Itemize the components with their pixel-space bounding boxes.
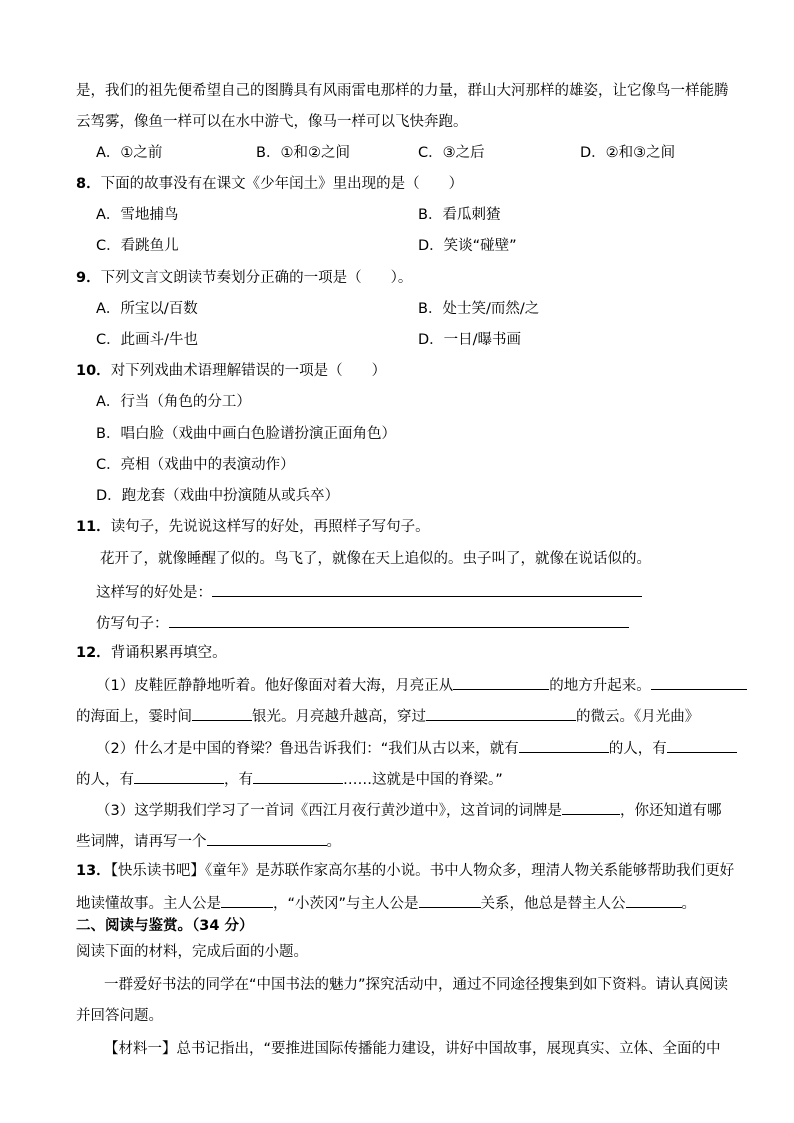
q11-blank-benefit[interactable] xyxy=(212,581,642,597)
q10-stem xyxy=(76,361,386,381)
q12-part1-line2 xyxy=(76,705,699,727)
q12-p3-blank-1[interactable] xyxy=(562,799,620,815)
q13-text-e: 。 xyxy=(681,896,697,912)
q12-stem-text: 背诵积累再填空。 xyxy=(110,645,227,661)
q12-part3-line2 xyxy=(76,830,341,852)
q8-option-d: D．笑谈“碰壁” xyxy=(418,238,517,254)
q12-p2-text-c: 的人，有 xyxy=(76,772,134,788)
q10-number: 10． xyxy=(76,363,111,379)
q12-p1-blank-2[interactable] xyxy=(651,674,747,690)
q9-option-c: C．此画斗/牛也 xyxy=(96,332,199,348)
q12-p2-text-e: ……这就是中国的脊梁。” xyxy=(343,772,503,788)
q7-option-d: D．②和③之间 xyxy=(580,145,676,161)
q12-part3-line1 xyxy=(96,799,721,821)
q12-p1-blank-4[interactable] xyxy=(426,705,576,721)
q13-blank-1[interactable] xyxy=(221,892,273,908)
q9-stem xyxy=(76,268,412,288)
q8-option-c: C．看跳鱼儿 xyxy=(96,238,179,254)
q13-number: 13． xyxy=(76,863,111,879)
q7-option-c: C．③之后 xyxy=(418,145,485,161)
q12-part2-line2 xyxy=(76,768,503,790)
q13-blank-3[interactable] xyxy=(626,892,682,908)
q12-p2-blank-3[interactable] xyxy=(134,768,224,784)
q12-p1-text-e: 的微云。《月光曲》 xyxy=(576,709,700,725)
q13-text-d: 关系，他总是替主人公 xyxy=(480,896,626,912)
q12-p1-text-a: （1）皮鞋匠静静地听着。他好像面对着大海，月亮正从 xyxy=(96,678,454,694)
passage-line-2: 云驾雾，像鱼一样可以在水中游弋，像马一样可以飞快奔跑。 xyxy=(76,114,468,130)
q11-sample-sentence: 花开了，就像睡醒了似的。鸟飞了，就像在天上追似的。虫子叫了，就像在说话似的。 xyxy=(100,551,651,567)
q12-p1-text-d: 银光。月亮越升越高，穿过 xyxy=(252,709,426,725)
q11-answer-line-2 xyxy=(96,612,629,634)
q12-p3-text-a: （3）这学期我们学习了一首词《西江月夜行黄沙道中》，这首词的词牌是 xyxy=(96,803,562,819)
q13-text-c: ，“小茨冈”与主人公是 xyxy=(273,896,419,912)
q12-p2-text-b: 的人，有 xyxy=(608,741,667,757)
q13-bracket: 【快乐读书吧】 xyxy=(110,863,205,879)
q12-p1-blank-1[interactable] xyxy=(453,674,549,690)
q12-p3-text-c: 些词牌，请再写一个 xyxy=(76,834,207,850)
q8-option-b: B．看瓜刺猹 xyxy=(418,207,501,223)
q11-answer-line-1 xyxy=(96,581,642,603)
section-2-para1-line1: 一群爱好书法的同学在“中国书法的魅力”探究活动中，通过不同途径搜集到如下资料。请认真阅读 xyxy=(104,977,729,993)
q9-option-d: D．一日/曝书画 xyxy=(418,332,522,348)
q10-option-a: A．行当（角色的分工） xyxy=(96,394,251,410)
q12-p2-blank-2[interactable] xyxy=(667,737,737,753)
q11-label-benefit: 这样写的好处是： xyxy=(96,585,212,601)
q12-number: 12． xyxy=(76,645,111,661)
q11-blank-imitate[interactable] xyxy=(169,612,629,628)
section-2-intro: 阅读下面的材料，完成后面的小题。 xyxy=(76,944,308,960)
q11-number: 11． xyxy=(76,519,111,535)
q12-p2-blank-4[interactable] xyxy=(253,768,343,784)
section-2-para1-line2: 并回答问题。 xyxy=(76,1008,163,1024)
q13-text-a: 《童年》是苏联作家高尔基的小说。书中人物众多，理清人物关系能够帮助我们更好 xyxy=(204,863,735,879)
q10-option-d: D．跑龙套（戏曲中扮演随从或兵卒） xyxy=(96,488,340,504)
q12-p2-blank-1[interactable] xyxy=(519,737,609,753)
q12-p1-blank-3[interactable] xyxy=(192,705,252,721)
q12-p1-text-b: 的地方升起来。 xyxy=(549,678,651,694)
q12-p2-text-a: （2）什么才是中国的脊梁？鲁迅告诉我们：“我们从古以来，就有 xyxy=(96,741,519,757)
q9-option-a: A．所宝以/百数 xyxy=(96,301,198,317)
q13-line1 xyxy=(76,861,734,881)
q11-stem-text: 读句子，先说说这样写的好处，再照样子写句子。 xyxy=(110,519,430,535)
q8-option-a: A．雪地捕鸟 xyxy=(96,207,179,223)
q7-option-b: B．①和②之间 xyxy=(256,145,350,161)
q8-stem xyxy=(76,174,463,194)
q8-stem-text: 下面的故事没有在课文《少年闰土》里出现的是（ ） xyxy=(100,176,464,192)
q13-line2 xyxy=(76,892,696,914)
q12-part2-line1 xyxy=(96,737,737,759)
q12-p3-text-d: 。 xyxy=(326,834,341,850)
q12-part1-line1 xyxy=(96,674,747,696)
q10-option-c: C．亮相（戏曲中的表演动作） xyxy=(96,457,295,473)
q12-stem xyxy=(76,643,227,663)
section-2-title: 二、阅读与鉴赏。（34 分） xyxy=(76,918,254,934)
q7-option-a: A．①之前 xyxy=(96,145,163,161)
passage-line-1: 是，我们的祖先便希望自己的图腾具有风雨雷电那样的力量，群山大河那样的雄姿，让它像鸟一样能腾 xyxy=(76,83,729,99)
q13-text-b: 地读懂故事。主人公是 xyxy=(76,896,221,912)
q11-stem xyxy=(76,517,430,537)
q12-p3-blank-2[interactable] xyxy=(207,830,327,846)
q11-label-imitate: 仿写句子： xyxy=(96,616,169,632)
q9-option-b: B．处士笑/而然/之 xyxy=(418,301,540,317)
q8-number: 8． xyxy=(76,176,101,192)
q12-p2-text-d: ，有 xyxy=(224,772,253,788)
q12-p3-text-b: ，你还知道有哪 xyxy=(619,803,722,819)
q12-p1-text-c: 的海面上，霎时间 xyxy=(76,709,192,725)
q10-option-b: B．唱白脸（戏曲中画白色脸谱扮演正面角色） xyxy=(96,426,396,442)
q9-stem-text: 下列文言文朗读节奏划分正确的一项是（ ）。 xyxy=(100,270,413,286)
q9-number: 9． xyxy=(76,270,101,286)
q13-blank-2[interactable] xyxy=(419,892,481,908)
section-2-material1: 【材料一】总书记指出，“要推进国际传播能力建设，讲好中国故事，展现真实、立体、全面的中 xyxy=(104,1041,721,1057)
q10-stem-text: 对下列戏曲术语理解错误的一项是（ ） xyxy=(110,363,387,379)
